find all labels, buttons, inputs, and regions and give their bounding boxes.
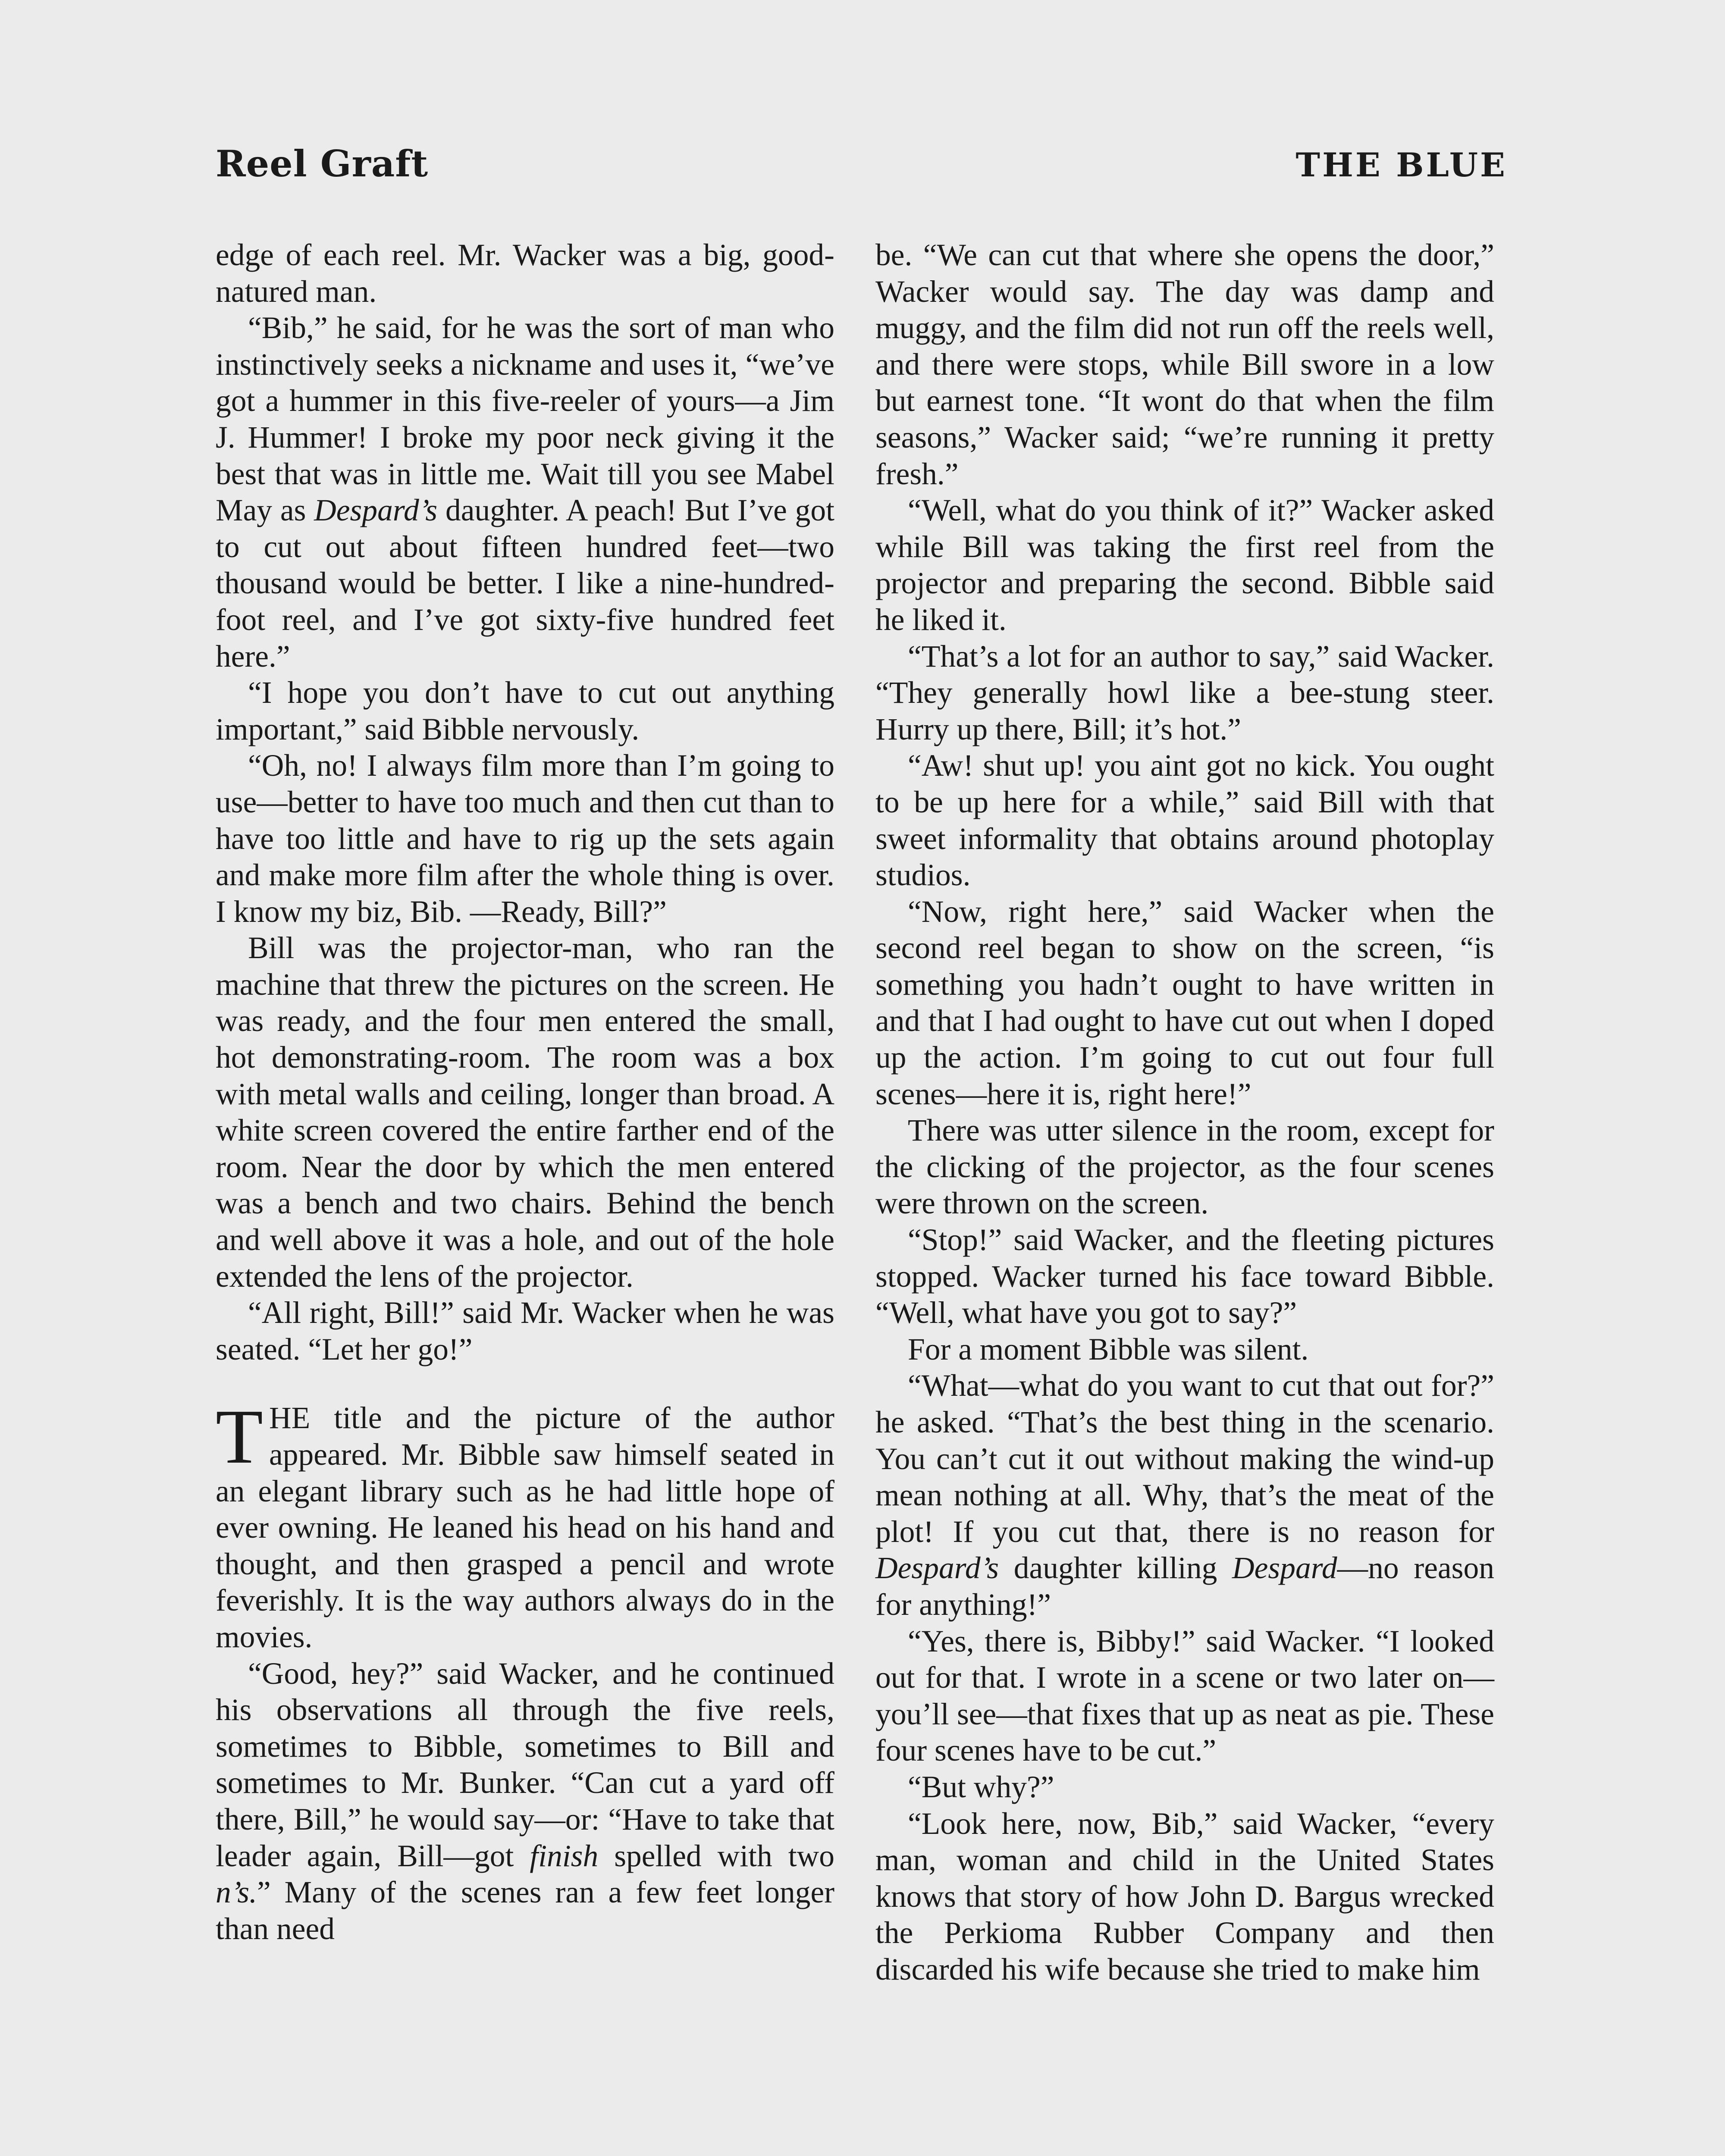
paragraph: be. “We can cut that where she opens the door,” Wacker would say. The day was damp and muggy, and the film did not run off the reels well, and there were stops, while Bill swore in a low but earnest tone. “It wont do that when the film seasons,” Wacker said; “we’re running it pretty fresh.” <box>875 238 1494 491</box>
paragraph: “What—what do you want to cut that out for?” he asked. “That’s the best thing in the scenario. You can’t cut it out without making the wind-up mean nothing at all. Why, that’s the meat of the plot! If you cut that, there is no reason for Despard’s daughter killing Despard—no reason for anything!” <box>875 1369 1494 1622</box>
paragraph: There was utter silence in the room, except for the clicking of the projector, as the four scenes were thrown on the screen. <box>875 1113 1494 1221</box>
paragraph: “Bib,” he said, for he was the sort of man who instinctively seeks a nickname and uses it, “we’ve got a hummer in this five-reeler of yours—a Jim J. Hummer! I broke my poor neck giving it the best that was in little me. Wait till you see Mabel May as Despard’s daughter. A peach! But I’ve got to cut out about fifteen hundred feet—two thousand would be better. I like a nine-hundred-foot reel, and I’ve got sixty-five hundred feet here.” <box>216 311 834 674</box>
paragraph: “Stop!” said Wacker, and the fleeting pictures stopped. Wacker turned his face toward Bibble. “Well, what have you got to say?” <box>875 1223 1494 1330</box>
paragraph: “All right, Bill!” said Mr. Wacker when he was seated. “Let her go!” <box>216 1296 834 1366</box>
left-column <box>216 237 834 1947</box>
paragraph: Bill was the projector-man, who ran the machine that threw the pictures on the screen. He was ready, and the four men entered the small, hot demonstrating-room. The room was a box with metal walls and ceiling, longer than broad. A white screen covered the entire farther end of the room. Near the door by which the men entered was a bench and two chairs. Behind the bench and well above it was a hole, and out of the hole extended the lens of the projector. <box>216 931 834 1294</box>
section-opening-paragraph: THE title and the picture of the author appeared. Mr. Bibble saw himself seated in an elegant library such as he had little hope of ever owning. He leaned his head on his hand and thought, and then grasped a pencil and wrote feverishly. It is the way authors always do in the movies. <box>216 1394 834 1654</box>
running-head-magazine: THE BLUE <box>1295 146 1507 184</box>
paragraph: “I hope you don’t have to cut out anything important,” said Bibble nervously. <box>216 676 834 746</box>
paragraph: “Aw! shut up! you aint got no kick. You ought to be up here for a while,” said Bill with that sweet informality that obtains around photoplay studios. <box>875 749 1494 893</box>
paragraph: edge of each reel. Mr. Wacker was a big, good-natured man. <box>216 238 834 309</box>
paragraph: “That’s a lot for an author to say,” said Wacker. “They generally howl like a bee-stung steer. Hurry up there, Bill; it’s hot.” <box>875 639 1494 746</box>
paragraph: “Yes, there is, Bibby!” said Wacker. “I looked out for that. I wrote in a scene or two later on—you’ll see—that fixes that up as neat as pie. These four scenes have to be cut.” <box>875 1624 1494 1768</box>
paragraph: “Look here, now, Bib,” said Wacker, “every man, woman and child in the United States knows that story of how John D. Bargus wrecked the Perkioma Rubber Company and then discarded his wife because she tried to make him <box>875 1806 1494 1987</box>
drop-cap: T <box>216 1394 263 1480</box>
paragraph: “Well, what do you think of it?” Wacker asked while Bill was taking the first reel from the projector and preparing the second. Bibble said he liked it. <box>875 493 1494 637</box>
running-head-title: Reel Graft <box>216 142 429 185</box>
paragraph: For a moment Bibble was silent. <box>908 1332 1309 1366</box>
paragraph: “But why?” <box>908 1770 1054 1804</box>
paragraph: “Oh, no! I always film more than I’m going to use—better to have too much and then cut than to have too little and have to rig up the sets again and make more film after the whole thing is over. I know my biz, Bib. —Ready, Bill?” <box>216 749 834 929</box>
paragraph: “Now, right here,” said Wacker when the second reel began to show on the screen, “is something you hadn’t ought to have written in and that I had ought to have cut out when I doped up the action. I’m going to cut out four full scenes—here it is, right here!” <box>875 894 1494 1111</box>
paragraph: “Good, hey?” said Wacker, and he continued his observations all through the five reels, sometimes to Bibble, sometimes to Bill and sometimes to Mr. Bunker. “Can cut a yard off there, Bill,” he would say—or: “Have to take that leader again, Bill—got finish spelled with two n’s.” Many of the scenes ran a few feet longer than need <box>216 1656 834 1946</box>
right-column <box>875 237 1494 1988</box>
